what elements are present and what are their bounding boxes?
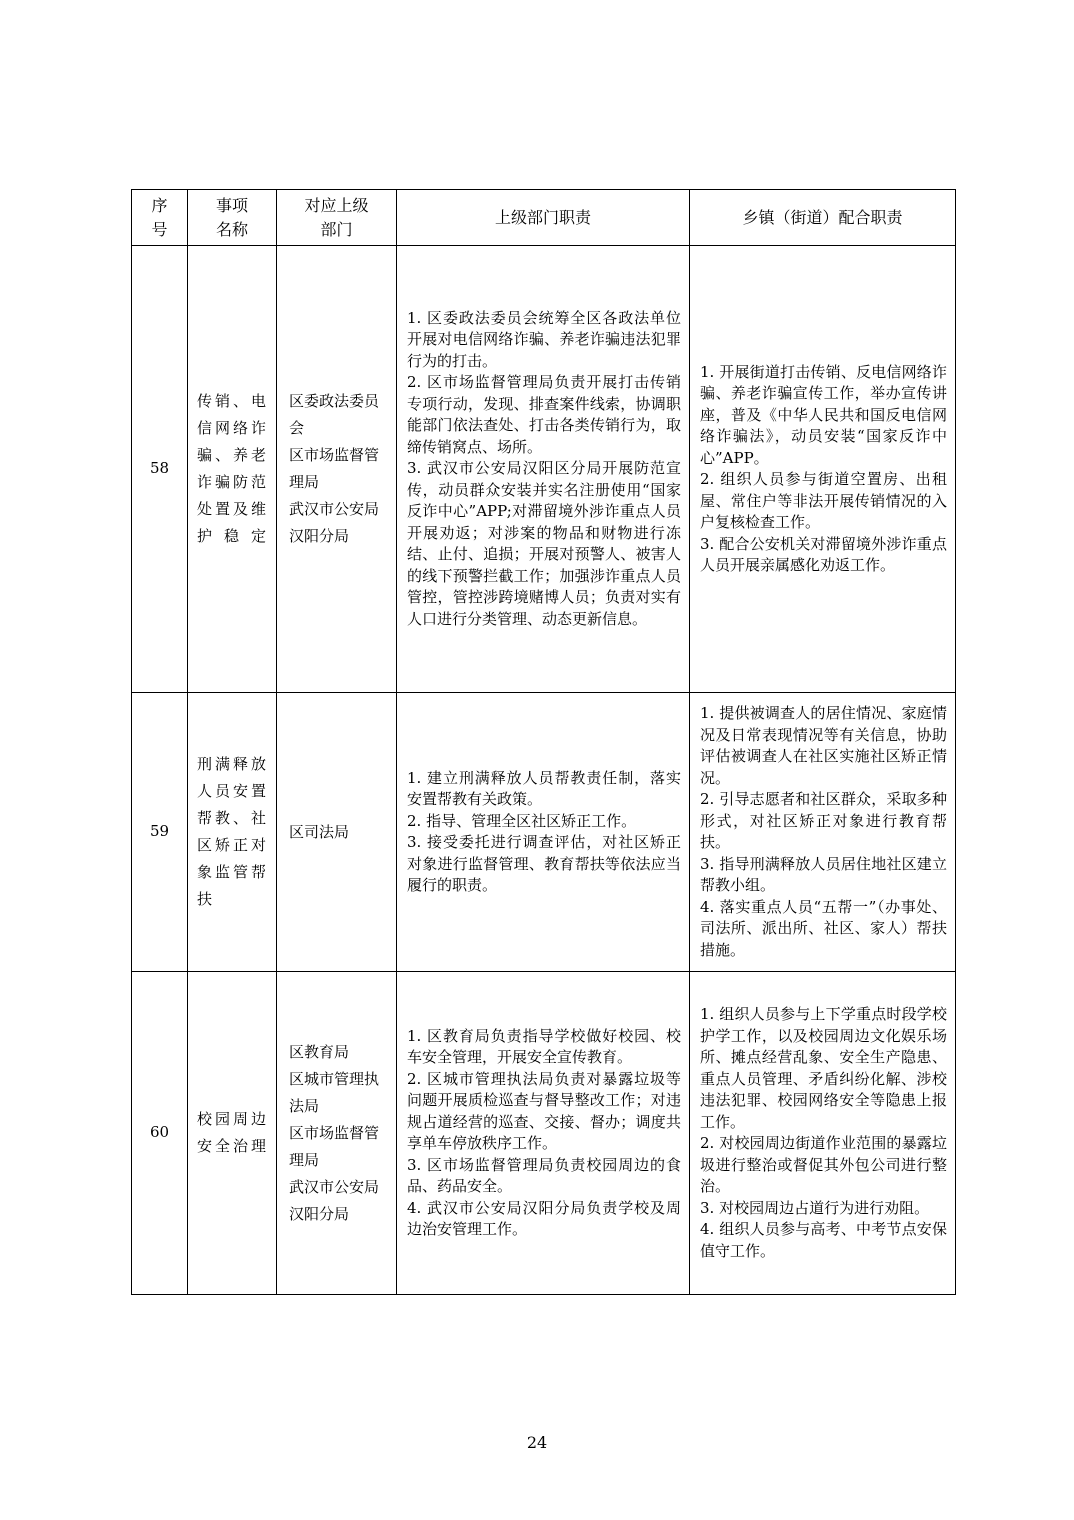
dept-name: 区司法局 — [289, 822, 350, 841]
row-number: 58 — [132, 246, 188, 693]
responsibility-table — [131, 189, 956, 1295]
header-name — [188, 190, 277, 246]
table-header-row — [132, 190, 956, 246]
header-no — [132, 190, 188, 246]
item-name-text: 传销、电信网络诈骗、养老诈骗防范处置及维护稳定 — [197, 392, 267, 545]
table-row — [132, 693, 956, 972]
upper-duty-item: 1. 区委政法委员会统筹全区各政法单位开展对电信网络诈骗、养老诈骗违法犯罪行为的打击。 — [407, 308, 681, 370]
row-number: 60 — [132, 972, 188, 1295]
header-dept — [277, 190, 397, 246]
upper-duty-item: 4. 武汉市公安局汉阳分局负责学校及周边治安管理工作。 — [407, 1198, 681, 1238]
item-name — [188, 693, 277, 972]
town-duty-item: 3. 指导刑满释放人员居住地社区建立帮教小组。 — [700, 854, 947, 894]
upper-duty-item: 3. 区市场监督管理局负责校园周边的食品、药品安全。 — [407, 1155, 681, 1195]
dept-cell — [277, 972, 397, 1295]
item-name-text: 刑满释放人员安置帮教、社区矫正对象监管帮扶 — [197, 755, 267, 908]
upper-duty-item: 3. 接受委托进行调查评估，对社区矫正对象进行监督管理、教育帮扶等依法应当履行的职责。 — [407, 833, 681, 894]
dept-name: 武汉市公安局汉阳分局 — [289, 500, 380, 545]
town-duty-item: 3. 配合公安机关对滞留境外涉诈重点人员开展亲属感化劝返工作。 — [700, 534, 947, 574]
page-number: 24 — [526, 1433, 548, 1452]
town-duty-item: 2. 组织人员参与街道空置房、出租屋、常住户等非法开展传销情况的入户复核检查工作。 — [700, 470, 947, 531]
upper-duties-cell — [397, 693, 690, 972]
dept-name: 区市场监督管理局 — [289, 446, 380, 491]
upper-duty-item: 2. 区城市管理执法局负责对暴露垃圾等问题开展质检巡查与督导整改工作；对违规占道经营的巡查、交接、督办；调度共享单车停放秩序工作。 — [407, 1069, 681, 1152]
dept-cell — [277, 693, 397, 972]
dept-name: 区教育局 — [289, 1042, 350, 1061]
upper-duties-cell — [397, 246, 690, 693]
upper-duty-item: 1. 建立刑满释放人员帮教责任制，落实安置帮教有关政策。 — [407, 768, 681, 808]
upper-duty-item: 2. 区市场监督管理局负责开展打击传销专项行动，发现、排查案件线索，协调职能部门依法查处、打击各类传销行为，取缔传销窝点、场所。 — [407, 373, 681, 456]
town-duty-item: 1. 提供被调查人的居住情况、家庭情况及日常表现情况等有关信息，协助评估被调查人在社区实施社区矫正情况。 — [700, 704, 947, 787]
dept-name: 武汉市公安局汉阳分局 — [289, 1177, 380, 1223]
header-upper-duties: 上级部门职责 — [397, 190, 690, 246]
item-name-text: 校园周边安全治理 — [197, 1110, 267, 1155]
dept-name: 区委政法委员会 — [289, 392, 380, 437]
town-duty-item: 2. 对校园周边街道作业范围的暴露垃圾进行整治或督促其外包公司进行整治。 — [700, 1134, 947, 1195]
item-name — [188, 972, 277, 1295]
upper-duties-cell — [397, 972, 690, 1295]
dept-name: 区城市管理执法局 — [289, 1069, 380, 1115]
item-name — [188, 246, 277, 693]
dept-name: 区市场监督管理局 — [289, 1123, 380, 1169]
header-name-line2: 名称 — [215, 219, 248, 239]
header-dept-line2: 部门 — [320, 219, 353, 239]
table-row — [132, 972, 956, 1295]
town-duty-item: 1. 组织人员参与上下学重点时段学校护学工作，以及校园周边文化娱乐场所、摊点经营乱象、安全生产隐患、重点人员管理、矛盾纠纷化解、涉校违法犯罪、校园网络安全等隐患上报工作。 — [700, 1005, 947, 1131]
header-town-duties: 乡镇（街道）配合职责 — [690, 190, 956, 246]
header-name-line1: 事项 — [215, 195, 248, 215]
upper-duty-item: 2. 指导、管理全区社区矫正工作。 — [407, 811, 637, 830]
town-duty-item: 1. 开展街道打击传销、反电信网络诈骗、养老诈骗宣传工作，举办宣传讲座，普及《中华人民共和国反电信网络诈骗法》，动员安装“国家反诈中心”APP。 — [700, 362, 947, 467]
table-row — [132, 246, 956, 693]
row-number: 59 — [132, 693, 188, 972]
header-no-line1: 序 — [151, 195, 168, 215]
town-duty-item: 4. 落实重点人员“五帮一”（办事处、司法所、派出所、社区、家人）帮扶措施。 — [700, 897, 947, 959]
town-duties-cell — [690, 246, 956, 693]
dept-cell — [277, 246, 397, 693]
town-duties-cell — [690, 972, 956, 1295]
town-duties-cell — [690, 693, 956, 972]
upper-duty-item: 3. 武汉市公安局汉阳区分局开展防范宣传，动员群众安装并实名注册使用“国家反诈中心”APP;对滞留境外涉诈重点人员开展劝返；对涉案的物品和财物进行冻结、止付、追损；开展对预警人、被害人的线下预警拦截工作；加强涉诈重点人员管控，管控涉跨境赌博人员；负责对实有人口进行分类管理、动态更新信息。 — [407, 459, 681, 628]
town-duty-item: 2. 引导志愿者和社区群众，采取多种形式，对社区矫正对象进行教育帮扶。 — [700, 790, 947, 851]
header-no-line2: 号 — [151, 219, 168, 239]
upper-duty-item: 1. 区教育局负责指导学校做好校园、校车安全管理，开展安全宣传教育。 — [407, 1026, 681, 1066]
town-duty-item: 3. 对校园周边占道行为进行劝阻。 — [700, 1198, 930, 1217]
town-duty-item: 4. 组织人员参与高考、中考节点安保值守工作。 — [700, 1220, 947, 1260]
header-dept-line1: 对应上级 — [304, 195, 369, 215]
